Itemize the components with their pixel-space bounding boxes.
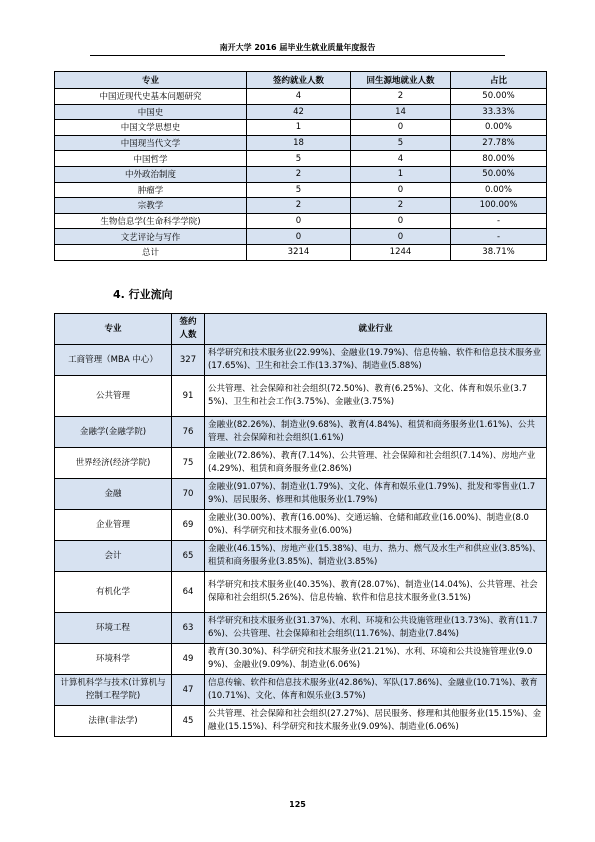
ratio-cell: 0.00% <box>451 182 547 198</box>
section-heading: 4. 行业流向 <box>113 288 173 301</box>
signed-count-cell: 4 <box>247 89 351 105</box>
major-cell: 宗教学 <box>55 198 247 214</box>
ratio-cell: 80.00% <box>451 151 547 167</box>
major-cell: 生物信息学(生命科学学院) <box>55 213 247 229</box>
table-row <box>55 229 547 245</box>
major-cell: 计算机科学与技术(计算机与控制工程学院) <box>55 675 172 706</box>
ratio-cell: 0.00% <box>451 120 547 136</box>
table-row <box>55 448 547 479</box>
major-cell: 中国文学思想史 <box>55 120 247 136</box>
industry-cell: 金融业(46.15%)、房地产业(15.38%)、电力、热力、燃气及水生产和供应业(3.85%)、租赁和商务服务业(3.85%)、制造业(3.85%) <box>205 541 547 572</box>
column-header-industry: 就业行业 <box>205 314 547 345</box>
major-cell: 公共管理 <box>55 376 172 417</box>
signed-count-cell: 327 <box>172 345 205 376</box>
table-row <box>55 541 547 572</box>
table-header-row <box>55 314 547 345</box>
table-row <box>55 572 547 613</box>
ratio-cell: 33.33% <box>451 104 547 120</box>
returned-count-cell: 5 <box>351 135 451 151</box>
signed-count-cell: 75 <box>172 448 205 479</box>
signed-count-cell: 2 <box>247 198 351 214</box>
major-cell: 会计 <box>55 541 172 572</box>
signed-count-cell: 45 <box>172 706 205 737</box>
signed-count-cell: 0 <box>247 213 351 229</box>
ratio-cell: 27.78% <box>451 135 547 151</box>
table-row <box>55 213 547 229</box>
major-cell: 金融学(金融学院) <box>55 417 172 448</box>
signed-count-cell: 64 <box>172 572 205 613</box>
industry-cell: 金融业(82.26%)、制造业(9.68%)、教育(4.84%)、租赁和商务服务业(1.61%)、公共管理、社会保障和社会组织(1.61%) <box>205 417 547 448</box>
signed-count-cell: 5 <box>247 151 351 167</box>
column-header-major: 专业 <box>55 72 247 89</box>
major-cell: 企业管理 <box>55 510 172 541</box>
table-row <box>55 89 547 105</box>
table-row <box>55 706 547 737</box>
header-rule <box>90 55 505 56</box>
major-cell: 肿瘤学 <box>55 182 247 198</box>
industry-cell: 教育(30.30%)、科学研究和技术服务业(21.21%)、水利、环境和公共设施管理业(9.09%)、金融业(9.09%)、制造业(6.06%) <box>205 644 547 675</box>
table-row <box>55 510 547 541</box>
signed-count-cell: 5 <box>247 182 351 198</box>
major-cell: 中国现当代文学 <box>55 135 247 151</box>
table-header-row <box>55 72 547 89</box>
industry-cell: 公共管理、社会保障和社会组织(72.50%)、教育(6.25%)、文化、体育和娱乐业(3.75%)、卫生和社会工作(3.75%)、金融业(3.75%) <box>205 376 547 417</box>
ratio-cell: - <box>451 213 547 229</box>
column-header-returned: 回生源地就业人数 <box>351 72 451 89</box>
table-row <box>55 151 547 167</box>
returned-count-cell: 1244 <box>351 244 451 260</box>
signed-count-cell: 63 <box>172 613 205 644</box>
column-header-signed: 签约就业人数 <box>247 72 351 89</box>
signed-count-cell: 70 <box>172 479 205 510</box>
major-cell: 工商管理（MBA 中心） <box>55 345 172 376</box>
industry-flow-table <box>54 313 547 737</box>
table-row <box>55 376 547 417</box>
table-body <box>55 345 547 737</box>
returned-count-cell: 0 <box>351 120 451 136</box>
table-row <box>55 644 547 675</box>
major-cell: 有机化学 <box>55 572 172 613</box>
signed-count-cell: 49 <box>172 644 205 675</box>
industry-cell: 信息传输、软件和信息技术服务业(42.86%)、军队(17.86%)、金融业(10.71%)、教育(10.71%)、文化、体育和娱乐业(3.57%) <box>205 675 547 706</box>
returned-count-cell: 1 <box>351 166 451 182</box>
returned-count-cell: 2 <box>351 198 451 214</box>
table-row <box>55 345 547 376</box>
signed-count-cell: 76 <box>172 417 205 448</box>
industry-cell: 科学研究和技术服务业(22.99%)、金融业(19.79%)、信息传输、软件和信息技术服务业(17.65%)、卫生和社会工作(13.37%)、制造业(5.88%) <box>205 345 547 376</box>
column-header-count <box>172 314 205 345</box>
table-row <box>55 166 547 182</box>
industry-cell: 金融业(91.07%)、制造业(1.79%)、文化、体育和娱乐业(1.79%)、批发和零售业(1.79%)、居民服务、修理和其他服务业(1.79%) <box>205 479 547 510</box>
table-row <box>55 613 547 644</box>
industry-cell: 科学研究和技术服务业(31.37%)、水利、环境和公共设施管理业(13.73%)、教育(11.76%)、公共管理、社会保障和社会组织(11.76%)、制造业(7.84%) <box>205 613 547 644</box>
signed-count-cell: 1 <box>247 120 351 136</box>
signed-count-cell: 0 <box>247 229 351 245</box>
major-cell: 中外政治制度 <box>55 166 247 182</box>
table-row <box>55 675 547 706</box>
table-row <box>55 120 547 136</box>
industry-cell: 科学研究和技术服务业(40.35%)、教育(28.07%)、制造业(14.04%)、公共管理、社会保障和社会组织(5.26%)、信息传输、软件和信息技术服务业(3.51%) <box>205 572 547 613</box>
returned-count-cell: 0 <box>351 182 451 198</box>
ratio-cell: 50.00% <box>451 89 547 105</box>
industry-cell: 金融业(72.86%)、教育(7.14%)、公共管理、社会保障和社会组织(7.14%)、房地产业(4.29%)、租赁和商务服务业(2.86%) <box>205 448 547 479</box>
signed-count-cell: 3214 <box>247 244 351 260</box>
return-to-origin-table <box>54 71 547 261</box>
table-row <box>55 135 547 151</box>
major-cell: 金融 <box>55 479 172 510</box>
returned-count-cell: 2 <box>351 89 451 105</box>
table-row <box>55 182 547 198</box>
signed-count-cell: 2 <box>247 166 351 182</box>
industry-cell: 公共管理、社会保障和社会组织(27.27%)、居民服务、修理和其他服务业(15.15%)、金融业(15.15%)、科学研究和技术服务业(9.09%)、制造业(6.06%) <box>205 706 547 737</box>
major-cell: 法律(非法学) <box>55 706 172 737</box>
signed-count-cell: 69 <box>172 510 205 541</box>
report-header-title: 南开大学 2016 届毕业生就业质量年度报告 <box>219 43 376 52</box>
signed-count-cell: 65 <box>172 541 205 572</box>
major-cell: 环境科学 <box>55 644 172 675</box>
major-cell: 文艺评论与写作 <box>55 229 247 245</box>
major-cell: 世界经济(经济学院) <box>55 448 172 479</box>
ratio-cell: - <box>451 229 547 245</box>
returned-count-cell: 4 <box>351 151 451 167</box>
signed-count-cell: 47 <box>172 675 205 706</box>
table-row <box>55 479 547 510</box>
table-row <box>55 417 547 448</box>
table-row <box>55 104 547 120</box>
ratio-cell: 38.71% <box>451 244 547 260</box>
returned-count-cell: 0 <box>351 213 451 229</box>
major-cell: 中国哲学 <box>55 151 247 167</box>
major-cell: 环境工程 <box>55 613 172 644</box>
table-row <box>55 198 547 214</box>
major-cell: 中国近现代史基本问题研究 <box>55 89 247 105</box>
industry-cell: 金融业(30.00%)、教育(16.00%)、交通运输、仓储和邮政业(16.00%)、制造业(8.00%)、科学研究和技术服务业(6.00%) <box>205 510 547 541</box>
column-header-ratio: 占比 <box>451 72 547 89</box>
returned-count-cell: 0 <box>351 229 451 245</box>
signed-count-cell: 42 <box>247 104 351 120</box>
major-cell: 中国史 <box>55 104 247 120</box>
column-header-major: 专业 <box>55 314 172 345</box>
returned-count-cell: 14 <box>351 104 451 120</box>
table-row <box>55 244 547 260</box>
signed-count-cell: 18 <box>247 135 351 151</box>
signed-count-cell: 91 <box>172 376 205 417</box>
table-body <box>55 89 547 261</box>
ratio-cell: 100.00% <box>451 198 547 214</box>
ratio-cell: 50.00% <box>451 166 547 182</box>
major-cell: 总计 <box>55 244 247 260</box>
column-header-count-text: 签约人数 <box>179 317 197 340</box>
page-number: 125 <box>289 800 306 809</box>
